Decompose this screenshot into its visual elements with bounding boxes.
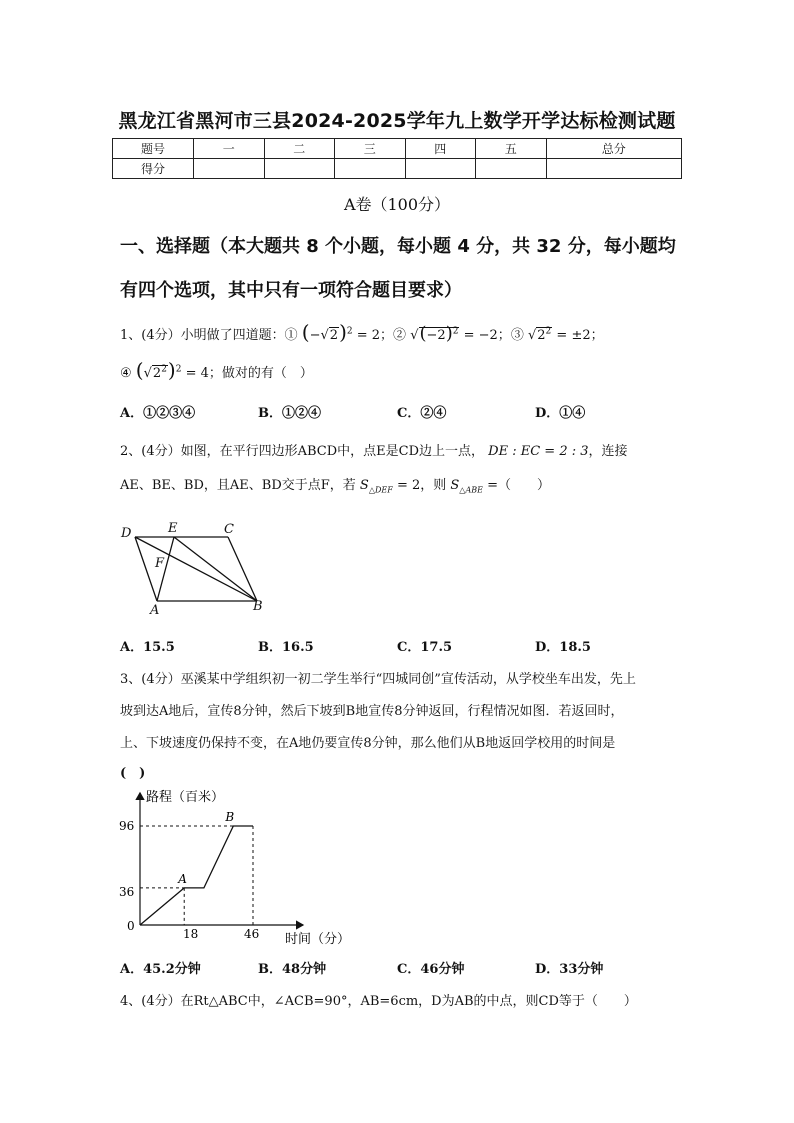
question-2-line2 [120,474,550,495]
question-3-line3: 上、下坡速度仍保持不变，在A地仍要宣传8分钟，那么他们从B地返回学校用的时间是 [120,736,616,751]
question-2-text: ，则 [420,478,447,493]
area-subscript: △ABE [459,485,483,495]
formula-1-result: = 2； [356,328,394,343]
question-2-line1 [120,440,628,459]
distance-line [140,826,253,925]
y-axis-title: 路程（百米） [146,790,225,805]
origin-label: 0 [127,919,135,933]
label-e: E [168,521,178,536]
question-3-line1: 3、(4分）巫溪某中学组织初一初二学生举行“四城同创”宣传活动，从学校坐车出发，先上 [120,672,636,687]
question-4-text: 4、(4分）在Rt△ABC中，∠ACB=90°，AB=6cm，D为AB的中点，则CD等于（ ） [120,994,637,1009]
score-entry-cell [546,159,682,179]
score-entry-cell [405,159,476,179]
label-f: F [155,556,165,571]
area-def-symbol [360,478,393,493]
item-number: ③ [510,328,524,343]
question-1-line1 [120,320,604,344]
item-number: ② [393,328,407,343]
y-tick-96: 96 [119,819,135,833]
table-cell: 总分 [546,139,682,159]
q1-option-c: C．②④ [397,406,447,421]
q3-option-c: C．46分钟 [397,962,465,977]
y-tick-36: 36 [119,885,135,899]
question-1-prefix: 1、(4分）小明做了四道题： [120,328,285,343]
segment-be [174,537,257,601]
question-2-text: ，连接 [588,444,628,459]
question-1-line2 [120,358,313,382]
item-number: ① [284,328,298,343]
formula-3: $√2^2$ [527,326,552,343]
parallelogram-figure [115,518,275,618]
score-table-score-row [113,159,682,179]
formula-4: $(√2^2)^2$ [135,358,182,382]
question-2-text: =（ ） [487,478,550,493]
area-subscript: △DEF [368,485,393,495]
table-cell: 四 [405,139,476,159]
score-entry-cell [476,159,547,179]
table-cell: 一 [194,139,265,159]
q2-option-d: D．18.5 [535,640,591,655]
question-3-line2: 坡到达A地后，宣传8分钟，然后下坡到B地宣传8分钟返回，行程情况如图．若返回时， [120,704,624,719]
q3-option-a: A．45.2分钟 [120,962,201,977]
distance-time-graph [115,785,365,950]
x-tick-18: 18 [183,927,199,941]
score-table [112,138,682,179]
question-3-line4: ( ) [120,766,146,781]
x-axis-title: 时间（分） [285,932,351,947]
q1-option-d: D．①④ [535,406,586,421]
q2-option-b: B．16.5 [258,640,314,655]
item-number: ④ [120,366,132,381]
table-cell: 得分 [113,159,194,179]
page-title: 黑龙江省黑河市三县2024-2025学年九上数学开学达标检测试题 [118,110,676,132]
question-2-text: 2、(4分）如图，在平行四边形ABCD中，点E是CD边上一点， [120,444,485,459]
formula-2-result: = −2； [463,328,511,343]
area-symbol: S [450,478,460,493]
part1-heading-line2: 有四个选项，其中只有一项符合题目要求） [120,280,462,301]
point-b-label: B [225,810,235,824]
area-value: = 2 [396,478,421,493]
label-a: A [150,603,160,618]
formula-1: $(-√2)^2$ [301,320,353,344]
q1-option-b: B．①②④ [258,406,321,421]
score-entry-cell [194,159,265,179]
part1-heading-line1: 一、选择题（本大题共 8 个小题，每小题 4 分，共 32 分，每小题均 [120,236,676,257]
edge-cb [228,537,257,601]
score-entry-cell [264,159,335,179]
formula-2: $√(-2)^2$ [410,323,459,344]
table-cell: 题号 [113,139,194,159]
score-table-header-row [113,139,682,159]
q2-option-a: A．15.5 [120,640,175,655]
label-d: D [121,526,132,541]
x-tick-46: 46 [244,927,260,941]
label-b: B [253,599,263,614]
formula-4-result: = 4；做对的有（ ） [185,366,313,381]
area-abe-symbol [450,478,483,493]
score-entry-cell [335,159,406,179]
label-c: C [224,522,234,537]
formula-3-result: = ±2； [556,328,604,343]
area-symbol: S [359,478,369,493]
table-cell: 三 [335,139,406,159]
table-cell: 二 [264,139,335,159]
q3-option-b: B．48分钟 [258,962,327,977]
table-cell: 五 [476,139,547,159]
q1-option-a: A．①②③④ [120,406,196,421]
q3-option-d: D．33分钟 [535,962,604,977]
ratio-formula: DE : EC = 2 : 3 [488,444,589,459]
question-2-text: AE、BE、BD，且AE、BD交于点F，若 [120,478,356,493]
section-a-title: A卷（100分） [343,195,451,214]
point-a-label: A [178,871,187,886]
q2-option-c: C．17.5 [397,640,453,655]
